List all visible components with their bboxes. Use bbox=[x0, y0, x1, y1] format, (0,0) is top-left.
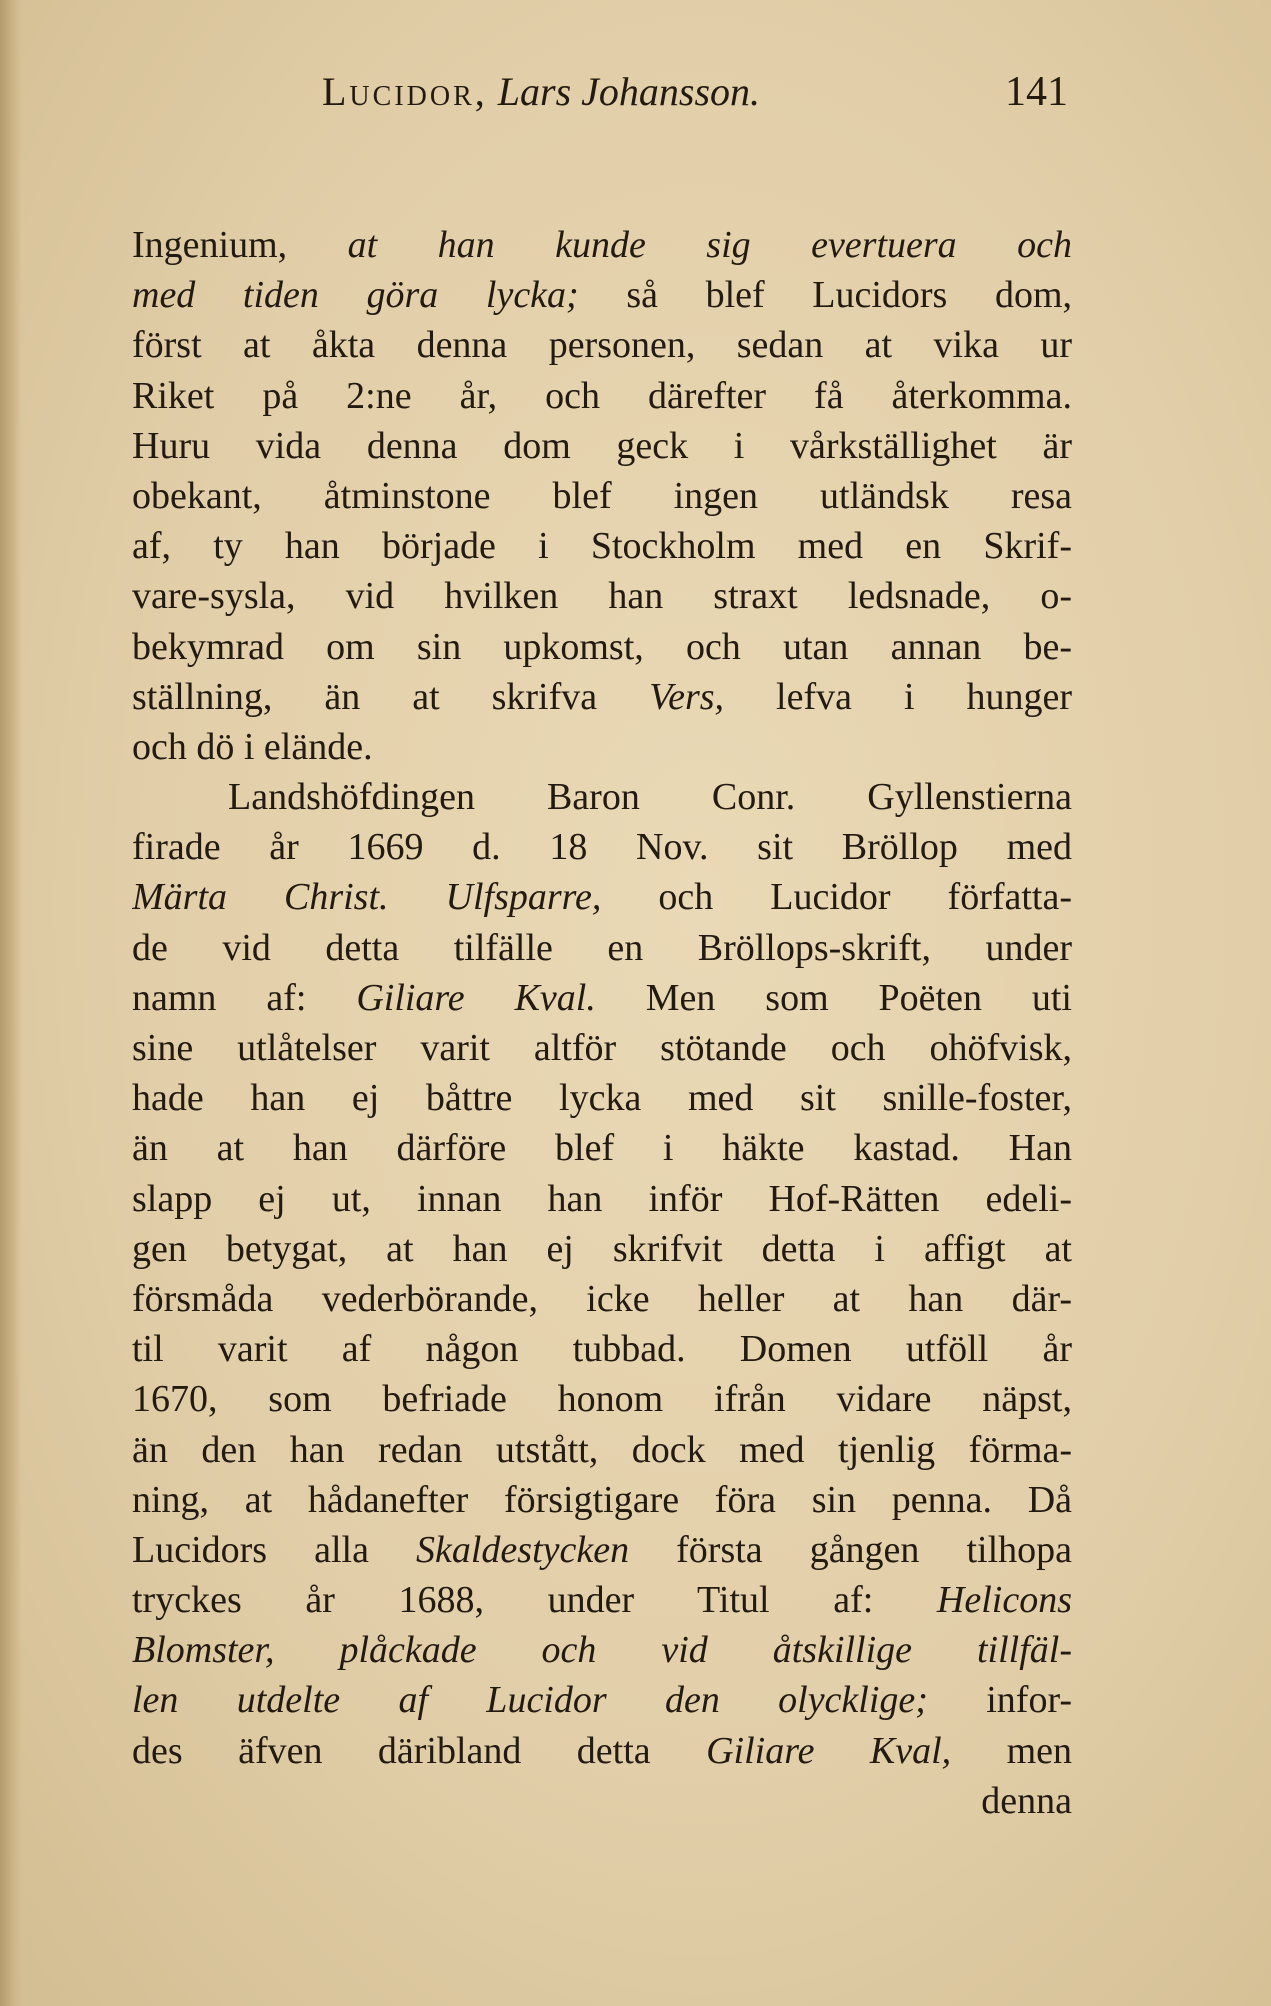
text-line bbox=[132, 1425, 1072, 1475]
text-line bbox=[132, 1073, 1072, 1123]
roman-text: och Lucidor författa- bbox=[601, 876, 1072, 919]
running-head-name: Lars Johansson. bbox=[497, 69, 761, 114]
text-line bbox=[132, 1224, 1072, 1274]
roman-text: lefva i hunger bbox=[724, 675, 1072, 718]
text-line bbox=[132, 622, 1072, 672]
text-line bbox=[132, 1575, 1072, 1625]
roman-text: vare-sysla, vid hvilken han straxt ledsnade, o- bbox=[132, 575, 1072, 618]
text-line bbox=[132, 1726, 1072, 1776]
text-line bbox=[132, 923, 1072, 973]
roman-text: men bbox=[951, 1729, 1072, 1772]
roman-text: de vid detta tilfälle en Bröllops-skrift, under bbox=[132, 926, 1072, 969]
roman-text: Ingenium, bbox=[132, 224, 348, 266]
text-line bbox=[132, 1324, 1072, 1374]
roman-text: 1670, som befriade honom ifrån vidare näpst, bbox=[132, 1378, 1072, 1421]
text-line bbox=[132, 672, 1072, 722]
italic-text: Märta Christ. Ulfsparre, bbox=[132, 876, 602, 919]
roman-text: gen betygat, at han ej skrifvit detta i affigt at bbox=[132, 1227, 1072, 1270]
running-head-surname: Lucidor, bbox=[322, 69, 488, 114]
roman-text: först at åkta denna personen, sedan at vika ur bbox=[132, 324, 1072, 367]
text-line bbox=[132, 320, 1072, 370]
text-line bbox=[132, 220, 1072, 270]
italic-text: Helicons bbox=[936, 1579, 1072, 1622]
roman-text: obekant, åtminstone blef ingen utländsk resa bbox=[132, 474, 1072, 517]
roman-text: Men som Poëten uti bbox=[595, 976, 1072, 1019]
italic-text: Giliare Kval. bbox=[356, 976, 596, 1019]
roman-text: försmåda vederbörande, icke heller at han där- bbox=[132, 1277, 1072, 1320]
italic-text: med tiden göra lycka; bbox=[132, 274, 579, 317]
italic-text: at han kunde sig evertuera och bbox=[347, 224, 1072, 266]
text-line bbox=[132, 822, 1072, 872]
roman-text: Lucidors alla bbox=[132, 1528, 416, 1571]
roman-text: slapp ej ut, innan han inför Hof-Rätten edeli- bbox=[132, 1177, 1072, 1220]
text-block bbox=[132, 68, 1072, 1826]
roman-text: ning, at hådanefter försigtigare föra sin penna. Då bbox=[132, 1478, 1072, 1521]
roman-text: första gången tilhopa bbox=[629, 1528, 1072, 1571]
roman-text: firade år 1669 d. 18 Nov. sit Bröllop med bbox=[132, 826, 1072, 869]
body-text bbox=[132, 220, 1072, 1776]
text-line bbox=[132, 270, 1072, 320]
roman-text: och dö i elände. bbox=[132, 725, 373, 768]
page-number: 141 bbox=[1005, 69, 1068, 115]
italic-text: Skaldestycken bbox=[416, 1528, 630, 1571]
page-header bbox=[132, 68, 1072, 120]
text-line bbox=[132, 1675, 1072, 1725]
text-line bbox=[132, 722, 1072, 772]
roman-text: tryckes år 1688, under Titul af: bbox=[132, 1579, 937, 1622]
italic-text: Giliare Kval, bbox=[706, 1729, 952, 1772]
roman-text: än den han redan utstått, dock med tjenlig förma- bbox=[132, 1428, 1072, 1471]
roman-text: så blef Lucidors dom, bbox=[578, 274, 1072, 317]
italic-text: Blomster, plåckade och vid åtskillige tillfäl- bbox=[132, 1629, 1072, 1672]
roman-text: än at han därföre blef i häkte kastad. Han bbox=[132, 1127, 1072, 1170]
roman-text: til varit af någon tubbad. Domen utföll år bbox=[132, 1328, 1072, 1371]
roman-text: Riket på 2:ne år, och därefter få återkomma. bbox=[132, 374, 1072, 417]
text-line bbox=[132, 872, 1072, 922]
text-line bbox=[132, 1174, 1072, 1224]
text-line bbox=[132, 1374, 1072, 1424]
roman-text: des äfven däribland detta bbox=[132, 1729, 707, 1772]
roman-text: namn af: bbox=[132, 976, 357, 1019]
text-line bbox=[132, 1274, 1072, 1324]
italic-text: len utdelte af Lucidor den olycklige; bbox=[132, 1679, 928, 1722]
running-head bbox=[132, 68, 1005, 115]
text-line bbox=[132, 1525, 1072, 1575]
text-line bbox=[132, 1625, 1072, 1675]
roman-text: af, ty han började i Stockholm med en Skrif- bbox=[132, 525, 1072, 568]
text-line bbox=[132, 1123, 1072, 1173]
roman-text: hade han ej båttre lycka med sit snille-foster, bbox=[132, 1077, 1072, 1120]
text-line bbox=[132, 1475, 1072, 1525]
roman-text: sine utlåtelser varit altför stötande och ohöfvisk, bbox=[132, 1027, 1072, 1069]
text-line bbox=[132, 421, 1072, 471]
roman-text: bekymrad om sin upkomst, och utan annan be- bbox=[132, 625, 1072, 668]
roman-text: ställning, än at skrifva bbox=[132, 675, 650, 718]
roman-text: Landshöfdingen Baron Conr. Gyllenstierna bbox=[228, 776, 1072, 819]
text-line bbox=[132, 371, 1072, 421]
italic-text: Vers, bbox=[649, 675, 725, 718]
roman-text: infor- bbox=[927, 1679, 1072, 1722]
text-line bbox=[132, 571, 1072, 621]
text-line bbox=[132, 521, 1072, 571]
text-line bbox=[132, 772, 1072, 822]
text-line bbox=[132, 471, 1072, 521]
catchword: denna bbox=[981, 1779, 1072, 1822]
text-line bbox=[132, 973, 1072, 1023]
text-line bbox=[132, 1023, 1072, 1073]
page-edge-shadow bbox=[0, 0, 22, 2006]
roman-text: Huru vida denna dom geck i vårkställighet är bbox=[132, 424, 1072, 467]
